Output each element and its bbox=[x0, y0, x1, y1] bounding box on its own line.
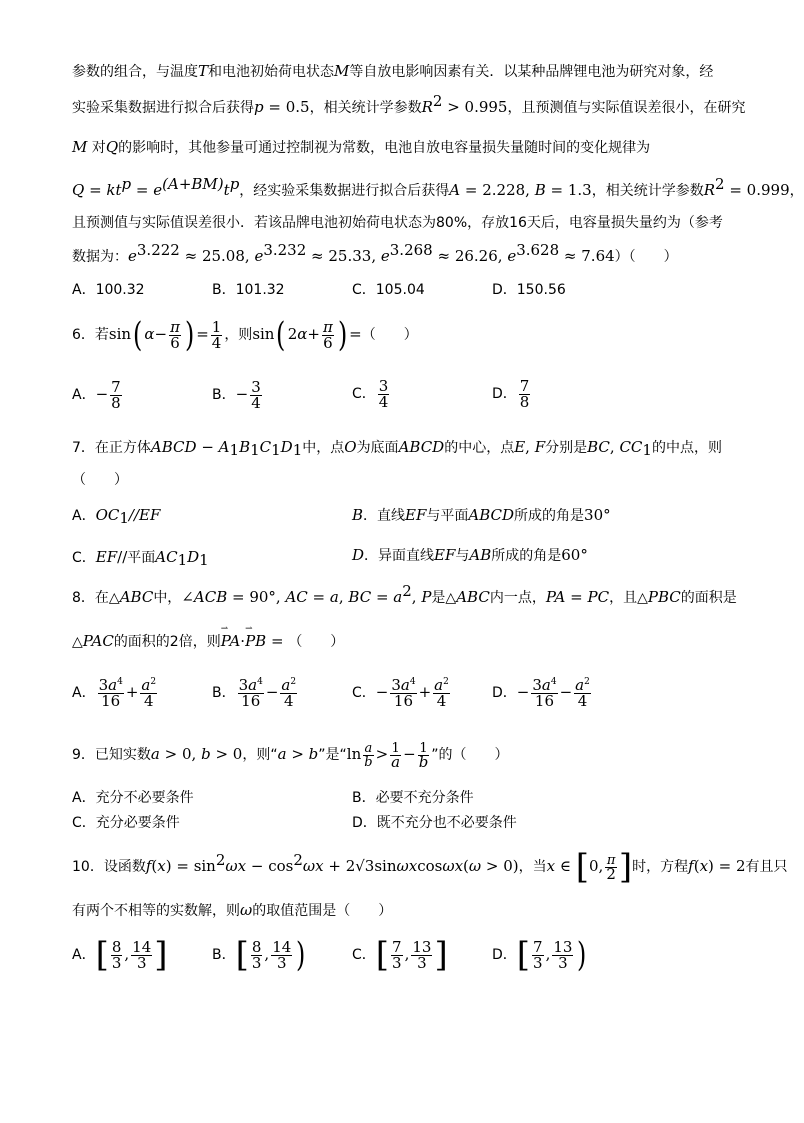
p5-option-a[interactable]: A．100.32 bbox=[72, 282, 145, 298]
q7-stem-cont: （ ） bbox=[72, 472, 128, 488]
p5-option-c[interactable]: C．105.04 bbox=[352, 282, 425, 298]
q10-option-d[interactable]: D．[ $\frac{7}{3}$ , $\frac{13}{3}$ ) bbox=[492, 935, 587, 975]
q6-option-d[interactable]: D． $\frac{7}{8}$ bbox=[492, 376, 530, 411]
q6-option-c[interactable]: C． $\frac{3}{4}$ bbox=[352, 376, 389, 411]
q6-option-b[interactable]: B．− $\frac{3}{4}$ bbox=[212, 377, 261, 412]
p5-line-6: 数据为：$e^{3.222} \approx 25.08$, $e^{3.232} \approx 25.33$, $e^{3.268} \approx 26.26$, $e^{3.628} \approx 7.64$）（ ） bbox=[72, 241, 678, 265]
q7-option-b[interactable]: B．直线EF与平面ABCD所成的角是30° bbox=[352, 506, 611, 524]
q7-stem: 7．在正方体ABCD − $A_1B_1C_1D_1$中，点O为底面ABCD的中心，点E, F分别是BC, $CC_1$的中点，则 bbox=[72, 438, 722, 459]
p5-line-4: $Q = kt^p = e^{(A+BM)}t^p$，经实验采集数据进行拟合后获得A = 2.228, B = 1.3，相关统计学参数$R^2 = 0.999$， bbox=[72, 175, 804, 199]
q8-option-d[interactable]: D．− $\frac{3a^4}{16}$ − $\frac{a^2}{4}$ bbox=[492, 675, 590, 710]
p5-option-d[interactable]: D．150.56 bbox=[492, 282, 566, 298]
q9-stem: 9．已知实数a > 0, b > 0，则“a > b”是“ln $\frac{a}{b}$ > $\frac{1}{a}$ − $\frac{1}{b}$ ”的（ ） bbox=[72, 740, 509, 771]
q8-stem: 8．在△ABC中，∠ACB = 90°, AC = a, BC = $a^2$, P是△ABC内一点，PA = PC，且△PBC的面积是 bbox=[72, 582, 737, 606]
q9-option-c[interactable]: C．充分必要条件 bbox=[72, 815, 180, 831]
q8-option-a[interactable]: A． $\frac{3a^4}{16}$ + $\frac{a^2}{4}$ bbox=[72, 675, 157, 710]
p5-line-1: 参数的组合，与温度T和电池初始荷电状态M等自放电影响因素有关．以某种品牌锂电池为研究对象，经 bbox=[72, 62, 714, 80]
q8-option-b[interactable]: B． $\frac{3a^4}{16}$ − $\frac{a^2}{4}$ bbox=[212, 675, 297, 710]
q10-option-a[interactable]: A．[ $\frac{8}{3}$ , $\frac{14}{3}$ ] bbox=[72, 935, 168, 975]
p5-line-5: 且预测值与实际值误差很小．若该品牌电池初始荷电状态为80%，存放16天后，电容量损失量约为（参考 bbox=[72, 215, 723, 231]
q6-stem: 6．若sin( α− $\frac{\pi}{6}$ ) = $\frac{1}{4}$ ，则sin( 2α+ $\frac{\pi}{6}$ ) =（ ） bbox=[72, 315, 418, 355]
q9-option-a[interactable]: A．充分不必要条件 bbox=[72, 790, 194, 806]
p5-line-3: M 对Q的影响时，其他参量可通过控制视为常数，电池自放电容量损失量随时间的变化规律为 bbox=[72, 138, 651, 156]
q10-stem-cont: 有两个不相等的实数解，则ω的取值范围是（ ） bbox=[72, 901, 393, 919]
q6-option-a[interactable]: A．− $\frac{7}{8}$ bbox=[72, 377, 121, 412]
q10-option-b[interactable]: B．[ $\frac{8}{3}$ , $\frac{14}{3}$ ) bbox=[212, 935, 306, 975]
p5-line-2: 实验采集数据进行拟合后获得p = 0.5，相关统计学参数$R^2 > 0.995$，且预测值与实际值误差很小，在研究 bbox=[72, 92, 746, 116]
q7-option-d[interactable]: D．异面直线EF与AB所成的角是60° bbox=[352, 546, 588, 564]
q8-stem-cont: △PAC的面积的2倍，则⇀ PA·⇀ PB = （ ） bbox=[72, 631, 344, 652]
q8-option-c[interactable]: C．− $\frac{3a^4}{16}$ + $\frac{a^2}{4}$ bbox=[352, 675, 449, 710]
q7-option-a[interactable]: A．$OC_1//EF$ bbox=[72, 506, 161, 527]
q9-option-d[interactable]: D．既不充分也不必要条件 bbox=[352, 815, 517, 831]
q9-option-b[interactable]: B．必要不充分条件 bbox=[352, 790, 474, 806]
q7-option-c[interactable]: C．EF//平面$AC_1D_1$ bbox=[72, 548, 209, 569]
q10-option-c[interactable]: C．[ $\frac{7}{3}$ , $\frac{13}{3}$ ] bbox=[352, 935, 448, 975]
p5-option-b[interactable]: B．101.32 bbox=[212, 282, 285, 298]
q10-stem: 10．设函数$f(x) = \sin^2\omega x - \cos^2\omega x + 2√3\sin\omega xcos\omega x(\omega > 0)$，当x ∈ [0, $\frac{\pi}{2}$ ]时，方程f(x) = 2有且只 bbox=[72, 847, 788, 887]
